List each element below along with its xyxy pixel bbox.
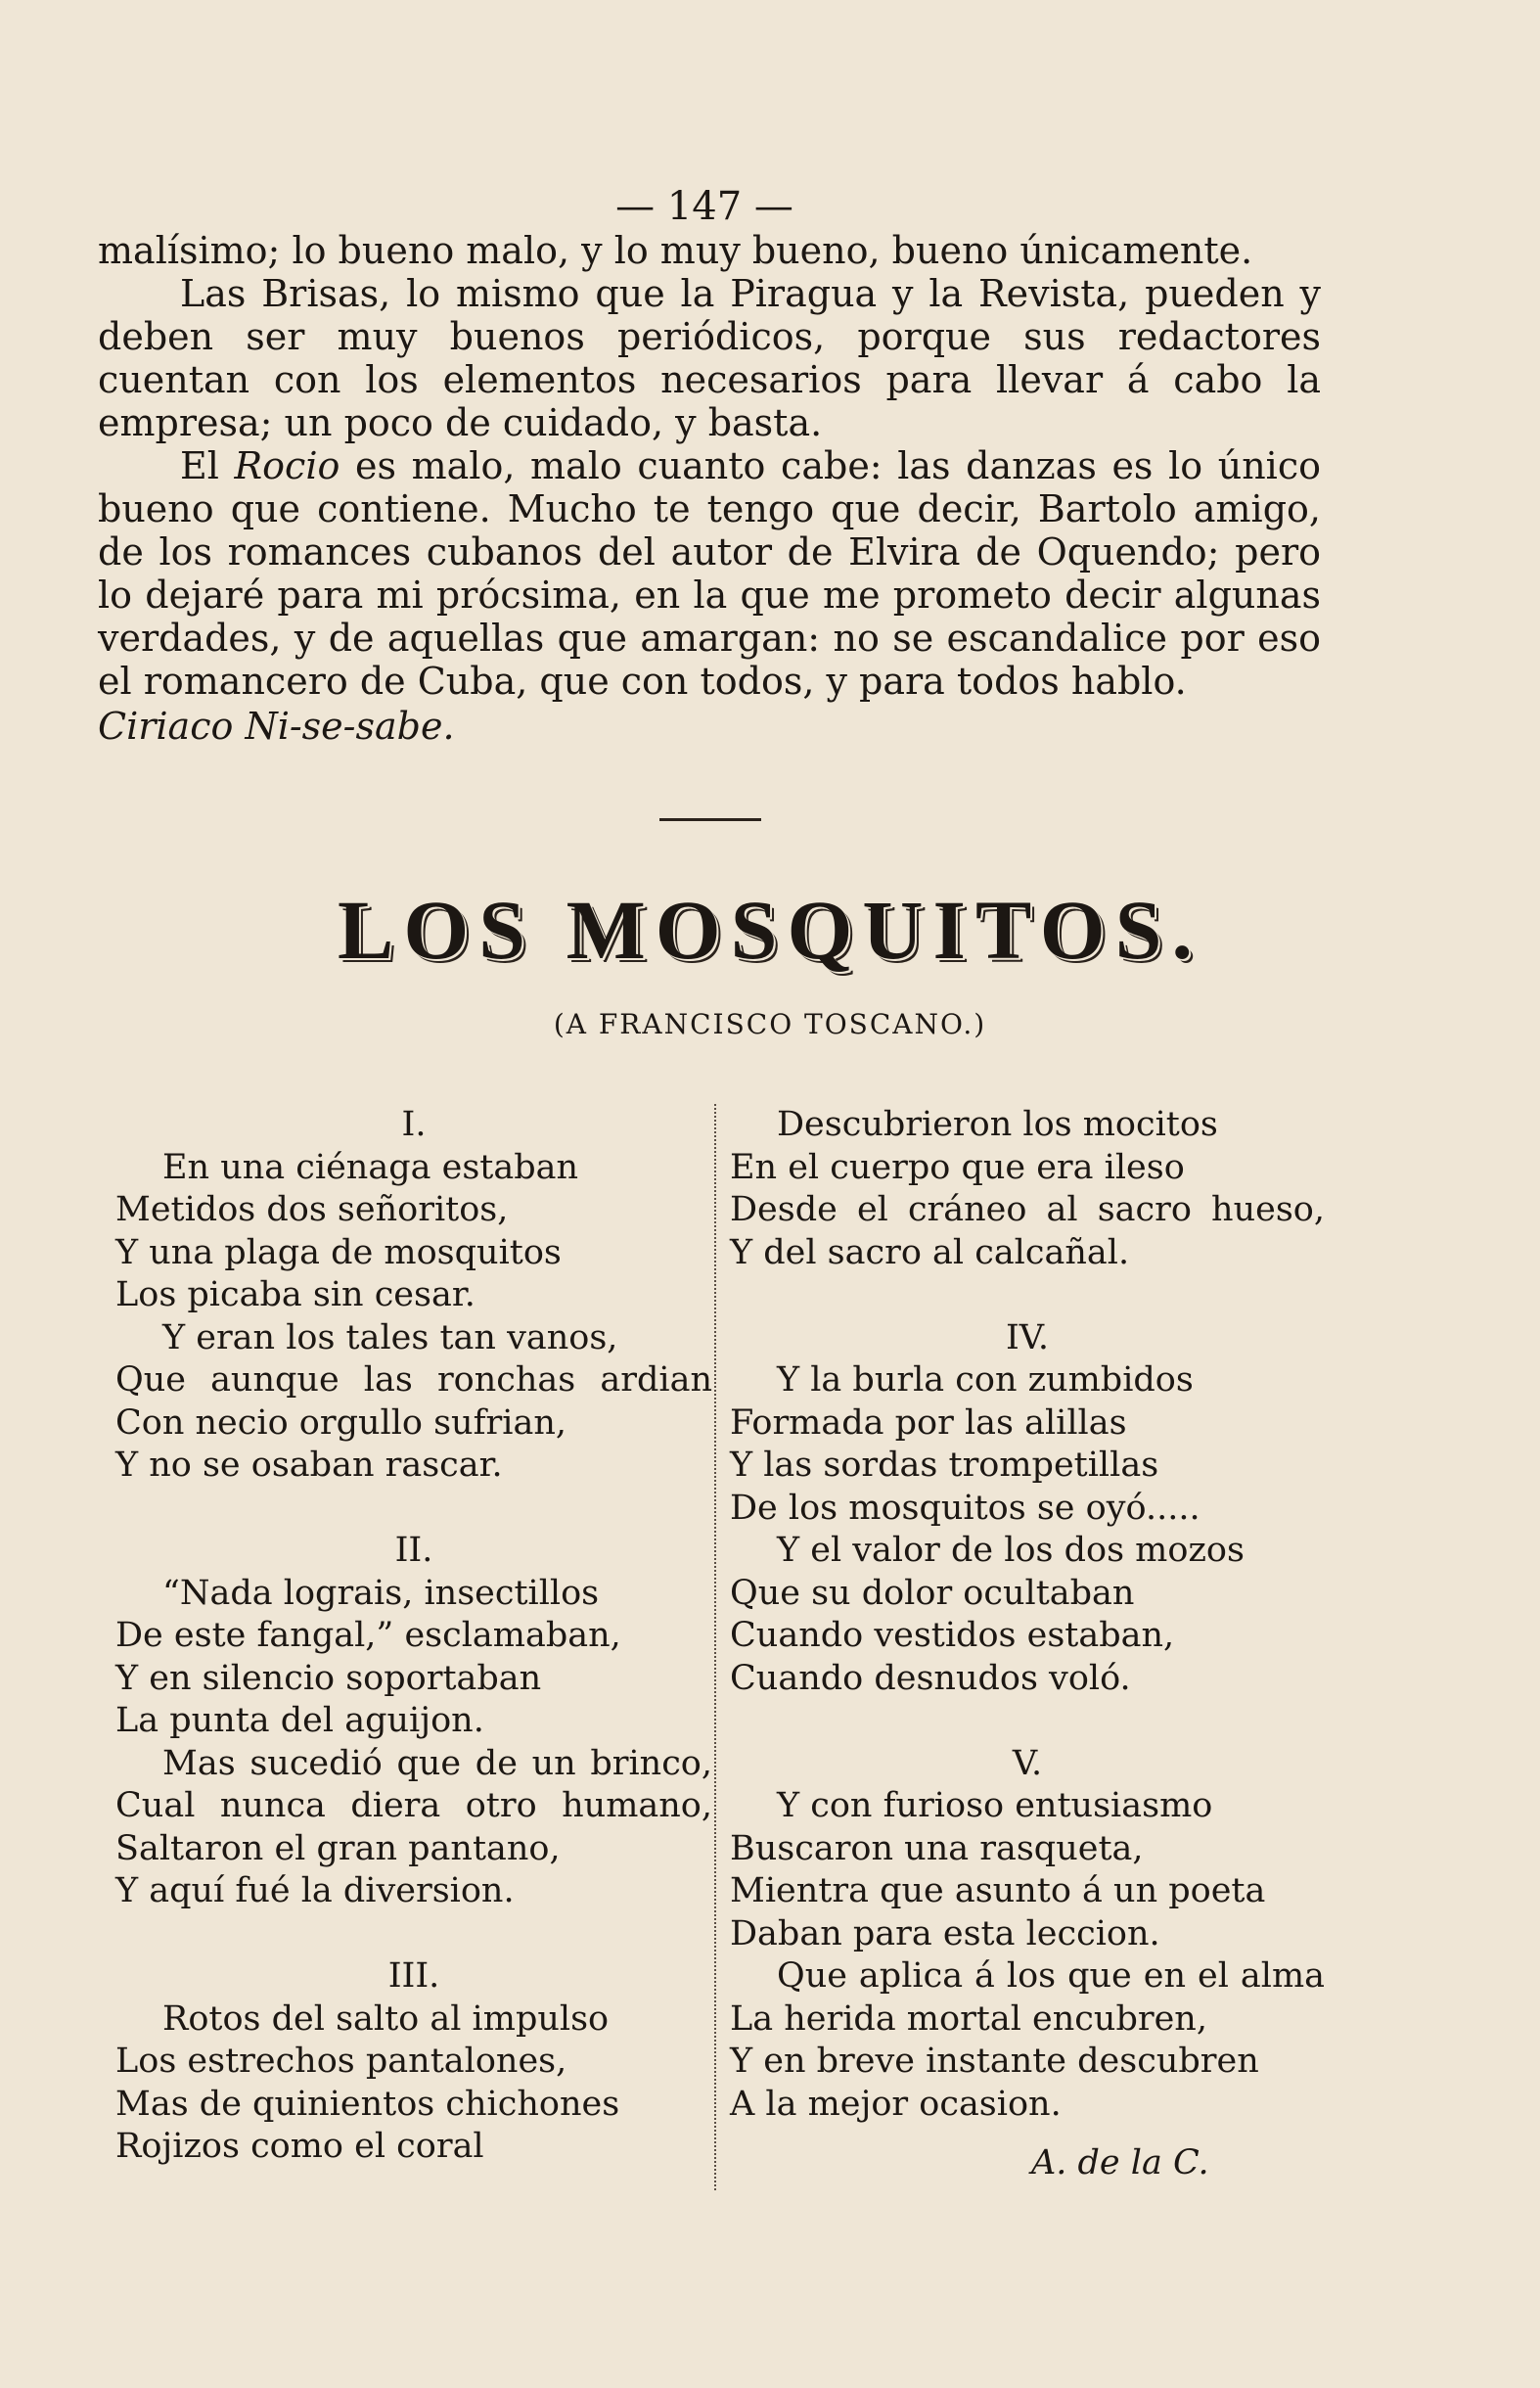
poem-right-column — [730, 1104, 1325, 2126]
verse-line: Y aquí fué la diversion. — [115, 1871, 515, 1910]
poem-signature: A. de la C. — [1031, 2143, 1209, 2182]
poem-left-column — [115, 1104, 712, 2169]
stanza-gap — [115, 1913, 712, 1956]
verse-line: De este fangal,” esclamaban, — [115, 1616, 621, 1655]
poem-title: LOS MOSQUITOS. — [338, 883, 1202, 977]
stanza-number: II. — [394, 1531, 433, 1570]
paragraph-3 — [98, 444, 1321, 703]
verse-line: Daban para esta leccion. — [730, 1913, 1160, 1953]
verse-line: En una ciénaga estaban — [162, 1147, 579, 1187]
verse-line: Y en breve instante descubren — [730, 2042, 1259, 2081]
verse-line: “Nada lograis, insectillos — [162, 1573, 600, 1613]
verse-line: De los mosquitos se oyó..... — [730, 1488, 1200, 1528]
stanza-number: V. — [1012, 1743, 1043, 1783]
stanza-gap — [730, 1700, 1325, 1743]
periodical-title: Rocio — [234, 444, 340, 487]
verse-line: Y el valor de los dos mozos — [777, 1531, 1245, 1570]
section-divider — [659, 818, 761, 821]
verse-line: Rotos del salto al impulso — [162, 1998, 610, 2039]
page-number: — 147 — — [615, 184, 793, 229]
verse-line: Los estrechos pantalones, — [115, 2042, 567, 2081]
stanza-number: III. — [387, 1956, 440, 1996]
stanza-number: IV. — [1005, 1317, 1050, 1357]
verse-line: A la mejor ocasion. — [730, 2084, 1062, 2124]
verse-line: Metidos dos señoritos, — [115, 1190, 509, 1229]
verse-line: Descubrieron los mocitos — [777, 1105, 1218, 1144]
verse-line: Y con furioso entusiasmo — [777, 1786, 1213, 1825]
verse-line: Que su dolor ocultaban — [730, 1573, 1135, 1613]
verse-line: Cuando vestidos estaban, — [730, 1616, 1175, 1655]
verse-line: Que aunque las ronchas ardian — [115, 1360, 712, 1400]
verse-line: Buscaron una rasqueta, — [730, 1828, 1144, 1868]
verse-line: Saltaron el gran pantano, — [115, 1828, 561, 1868]
verse-line: En el cuerpo que era ileso — [730, 1147, 1185, 1187]
verse-line: Y del sacro al calcañal. — [730, 1232, 1130, 1272]
verse-line: La herida mortal encubren, — [730, 1998, 1207, 2039]
column-divider — [714, 1104, 716, 2190]
verse-line: Mas sucedió que de un brinco, — [162, 1743, 712, 1783]
verse-line: Y no se osaban rascar. — [115, 1446, 503, 1485]
poem-dedication: (A FRANCISCO TOSCANO.) — [553, 1008, 987, 1040]
prose-section — [98, 229, 1321, 748]
verse-line: Y una plaga de mosquitos — [115, 1232, 562, 1272]
stanza-gap — [115, 1488, 712, 1531]
verse-line: Y en silencio soportaban — [115, 1658, 542, 1698]
verse-line: Cual nunca diera otro humano, — [115, 1786, 712, 1825]
verse-line: Mientra que asunto á un poeta — [730, 1871, 1266, 1910]
paragraph-3-rest: es malo, malo cuanto cabe: las danzas es lo único bueno que contiene. Mucho te tengo que decir, Bartolo amigo, de los romances cubanos del autor de Elvira de Oquendo; pero lo dejaré para mi prócsima, en la que me prometo decir algunas verdades, y de aquellas que amargan: no se escandalice por eso el romancero de Cuba, que con todos, y para todos hablo. — [98, 444, 1321, 703]
paragraph-1: malísimo; lo bueno malo, y lo muy bueno, bueno únicamente. — [98, 229, 1253, 272]
verse-line: Rojizos como el coral — [115, 2127, 484, 2166]
verse-line: Mas de quinientos chichones — [115, 2084, 620, 2124]
verse-line: Los picaba sin cesar. — [115, 1275, 476, 1314]
paragraph-3-start: El — [180, 444, 219, 487]
verse-line: La punta del aguijon. — [115, 1701, 484, 1740]
verse-line: Que aplica á los que en el alma — [777, 1956, 1325, 1996]
paragraph-2: Las Brisas, lo mismo que la Piragua y la Revista, pueden y deben ser muy buenos periódicos, porque sus redactores cuentan con los elementos necesarios para llevar á cabo la empresa; un poco de cuidado, y basta. — [98, 272, 1321, 444]
prose-signature: Ciriaco Ni-se-sabe. — [98, 705, 455, 748]
verse-line: Formada por las alillas — [730, 1402, 1127, 1443]
verse-line: Y las sordas trompetillas — [730, 1446, 1159, 1485]
stanza-gap — [730, 1274, 1325, 1317]
verse-line: Y eran los tales tan vanos, — [162, 1317, 618, 1357]
verse-line: Cuando desnudos voló. — [730, 1658, 1131, 1698]
verse-line: Desde el cráneo al sacro hueso, — [730, 1190, 1325, 1229]
stanza-number: I. — [401, 1105, 427, 1144]
verse-line: Con necio orgullo sufrian, — [115, 1402, 567, 1443]
verse-line: Y la burla con zumbidos — [777, 1360, 1194, 1400]
